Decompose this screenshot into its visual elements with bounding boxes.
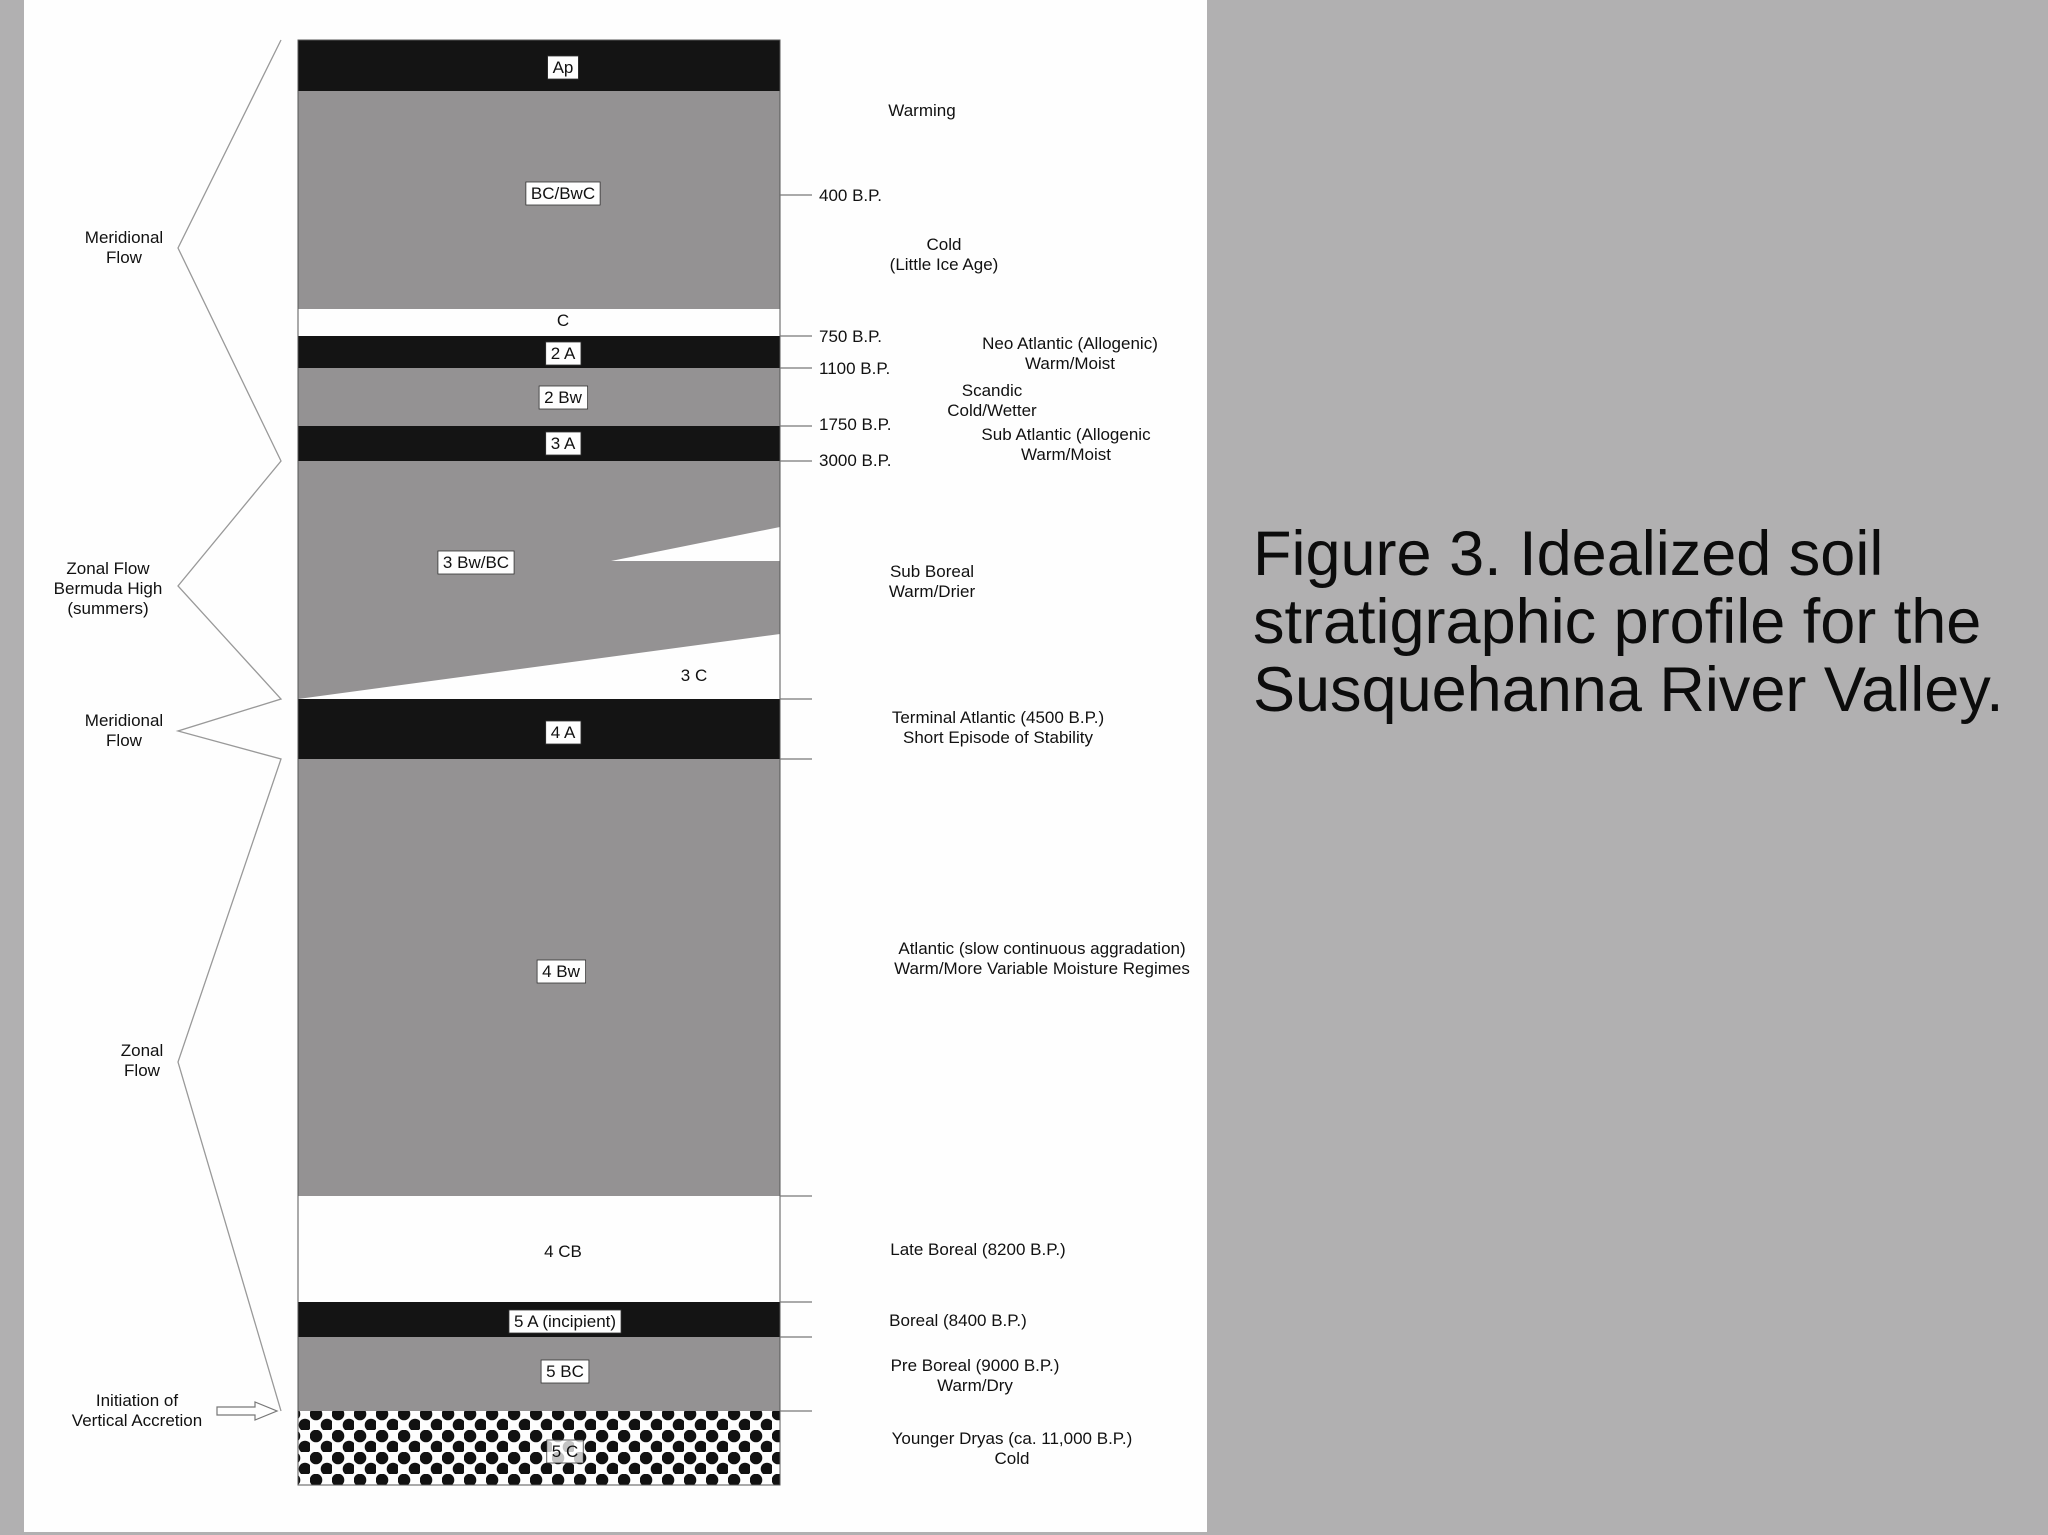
climate-period-line: Pre Boreal (9000 B.P.): [890, 1356, 1060, 1375]
horizon-label-text: 5 C: [551, 1442, 579, 1461]
climate-period: [888, 101, 955, 120]
horizon-label-ap: [548, 56, 579, 79]
flow-regime-line: Flow: [106, 248, 142, 267]
horizon-4cb: [298, 1196, 780, 1302]
horizon-ap: [298, 40, 780, 91]
climate-period-line: Scandic: [961, 381, 1023, 400]
climate-period-line: Cold: [994, 1449, 1030, 1468]
climate-period: [891, 1356, 1060, 1395]
horizon-label-c: [557, 311, 569, 330]
climate-period-line: Neo Atlantic (Allogenic): [982, 334, 1158, 353]
climate-period-line: Short Episode of Stability: [903, 728, 1093, 747]
flow-regime-label: [121, 1041, 164, 1080]
figure-panel: [24, 0, 1207, 1532]
stratigraphic-diagram: [24, 0, 1207, 1532]
figure-caption: Figure 3. Idealized soil stratigraphic profile for the Susquehanna River Valley.: [1253, 519, 2004, 725]
climate-period-line: Atlantic (slow continuous aggradation): [898, 939, 1186, 958]
horizon-label-3a: [546, 432, 581, 455]
horizon-label-text: 4 CB: [544, 1242, 582, 1261]
flow-regime-line: Flow: [106, 731, 142, 750]
climate-period: [892, 708, 1104, 747]
climate-period: [889, 562, 976, 601]
date-label: 3000 B.P.: [819, 451, 892, 470]
horizon-label-2a: [546, 342, 581, 365]
climate-period-line: Warm/Moist: [1024, 354, 1116, 373]
horizon-label-text: 3 A: [550, 434, 576, 453]
date-label: 1750 B.P.: [819, 415, 892, 434]
horizon-4a: [298, 699, 780, 759]
horizon-label-5c: [547, 1440, 583, 1463]
horizon-5bc: [298, 1337, 780, 1411]
date-label: 750 B.P.: [819, 327, 883, 346]
horizon-label-text: 3 Bw/BC: [442, 553, 510, 572]
climate-period-line: Cold/Wetter: [947, 401, 1037, 420]
horizon-label-5a: [509, 1310, 621, 1333]
flow-regime-line: Zonal: [120, 1041, 164, 1060]
climate-period-line: Warm/Dry: [937, 1376, 1013, 1395]
boundary-ticks: [780, 195, 812, 1411]
horizon-label-text: 3 C: [680, 666, 708, 685]
horizon-label-text: 4 Bw: [542, 962, 580, 981]
horizon-label-2bw: [539, 386, 588, 409]
climate-period-line: (Little Ice Age): [889, 255, 999, 274]
climate-period-line: Sub Atlantic (Allogenic: [981, 425, 1151, 444]
horizon-label-3c: [681, 666, 707, 685]
flow-regime-line: Zonal Flow: [66, 559, 150, 578]
climate-period: [890, 1240, 1065, 1259]
flow-regime-label: [85, 711, 163, 750]
horizon-label-5bc: [541, 1360, 589, 1383]
horizon-5c: [298, 1411, 780, 1485]
horizon-label-text: 2 A: [550, 344, 576, 363]
horizon-2a: [298, 336, 780, 368]
flow-regime-line: Meridional: [84, 228, 164, 247]
climate-period-line: Sub Boreal: [889, 562, 975, 581]
climate-period: [890, 235, 999, 274]
flow-regime-line: Initiation of: [95, 1391, 179, 1410]
flow-regime-label: [85, 228, 163, 267]
climate-period: [892, 1429, 1133, 1468]
flow-regime-line: Vertical Accretion: [71, 1411, 203, 1430]
flow-regime-line: (summers): [67, 599, 149, 618]
horizon-label-text: 5 A (incipient): [513, 1312, 617, 1331]
climate-period-line: Boreal (8400 B.P.): [889, 1311, 1027, 1330]
climate-period-line: Terminal Atlantic (4500 B.P.): [891, 708, 1105, 727]
flow-regime-line: Meridional: [84, 711, 164, 730]
horizon-label-4a: [546, 721, 581, 744]
climate-period-line: Cold: [926, 235, 962, 254]
horizon-c: [298, 309, 780, 336]
horizon-label-3bwbc: [438, 551, 514, 574]
climate-period-line: Warming: [888, 101, 956, 120]
flow-regime-line: Flow: [124, 1061, 160, 1080]
horizon-label-bcbwc: [526, 182, 600, 205]
flow-zigzag-line: [178, 40, 281, 1411]
climate-period-line: Late Boreal (8200 B.P.): [890, 1240, 1066, 1259]
horizon-label-text: C: [556, 311, 570, 330]
climate-period: [894, 939, 1190, 978]
horizon-label-text: BC/BwC: [530, 184, 596, 203]
flow-regime-line: Bermuda High: [53, 579, 163, 598]
flow-regime-label: [54, 559, 163, 618]
climate-period-line: Warm/Moist: [1020, 445, 1112, 464]
horizon-label-4cb: [544, 1242, 582, 1261]
horizon-3a: [298, 426, 780, 461]
climate-period: [947, 381, 1037, 420]
horizon-label-text: 5 BC: [546, 1362, 584, 1381]
climate-period-line: Younger Dryas (ca. 11,000 B.P.): [891, 1429, 1133, 1448]
climate-period-line: Warm/Drier: [888, 582, 976, 601]
date-label: 400 B.P.: [819, 186, 883, 205]
horizon-label-4bw: [537, 960, 586, 983]
horizon-label-text: 2 Bw: [544, 388, 582, 407]
horizon-label-text: Ap: [552, 58, 574, 77]
date-label: 1100 B.P.: [819, 359, 891, 378]
accretion-arrow-icon: [217, 1402, 277, 1420]
climate-period: [889, 1311, 1027, 1330]
climate-period: [981, 425, 1151, 464]
climate-period: [982, 334, 1158, 373]
flow-regime-label: [72, 1391, 202, 1430]
climate-period-line: Warm/More Variable Moisture Regimes: [894, 959, 1190, 978]
horizon-label-text: 4 A: [550, 723, 576, 742]
